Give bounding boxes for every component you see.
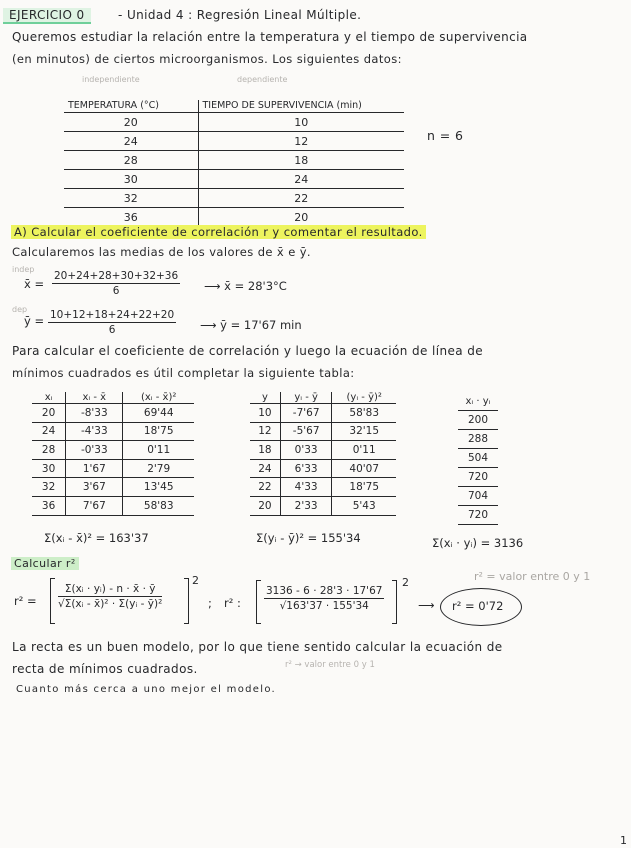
r2-arrow: ⟶ <box>418 598 435 612</box>
xbar-note: indep <box>12 265 35 274</box>
page-title: - Unidad 4 : Regresión Lineal Múltiple. <box>118 8 362 22</box>
table-row: 28 -0'33 0'11 <box>32 441 194 460</box>
xbar-lhs: x̄ = <box>24 277 45 291</box>
x-sum: Σ(xᵢ - x̄)² = 163'37 <box>44 531 149 545</box>
r2-result: r² = 0'72 <box>452 599 504 613</box>
independent-note: independiente <box>82 75 140 84</box>
table-row: 36 20 <box>64 208 404 227</box>
col-temperature-header: TEMPERATURA (°C) <box>64 100 198 113</box>
right-bracket <box>392 580 397 624</box>
exercise-label: EJERCICIO 0 <box>3 8 91 24</box>
table-row: 24 -4'33 18'75 <box>32 422 194 441</box>
means-intro: Calcularemos las medias de los valores de x̄ e ȳ. <box>12 245 311 259</box>
list-item: 720 <box>458 506 498 525</box>
table-row: 20 -8'33 69'44 <box>32 404 194 423</box>
conclusion-line-3: Cuanto más cerca a uno mejor el modelo. <box>16 684 277 695</box>
r2-numeric-denominator: √163'37 · 155'34 <box>279 600 369 612</box>
list-item: 504 <box>458 449 498 468</box>
intro-line-1: Queremos estudiar la relación entre la temperatura y el tiempo de supervivencia <box>12 30 528 44</box>
table-row: 20 10 <box>64 113 404 132</box>
table-row: 24 12 <box>64 132 404 151</box>
x-deviation-table: xᵢ xᵢ - x̄ (xᵢ - x̄)² 20 -8'33 69'44 24 -4'33 18'75 28 -0'33 0'11 30 1'67 2'79 32 3'67 13'45 36 7'67 58'83 <box>32 392 194 516</box>
r2-numeric-numerator: 3136 - 6 · 28'3 · 17'67 <box>266 585 383 597</box>
list-item: 200 <box>458 411 498 430</box>
paragraph-line-1: Para calcular el coeficiente de correlación y luego la ecuación de línea de <box>12 344 484 358</box>
xbar-fraction <box>52 270 180 297</box>
table-row: 30 24 <box>64 170 404 189</box>
list-item: 720 <box>458 468 498 487</box>
table-row: 32 3'67 13'45 <box>32 478 194 497</box>
left-bracket <box>256 580 261 624</box>
conclusion-note: r² → valor entre 0 y 1 <box>285 660 375 670</box>
xy-sum: Σ(xᵢ · yᵢ) = 3136 <box>432 536 524 550</box>
r2-label: Calcular r² <box>11 557 79 570</box>
xy-product-column <box>458 392 498 525</box>
conclusion-line-2: recta de mínimos cuadrados. <box>12 662 198 676</box>
r2-power-numeric: 2 <box>402 576 409 589</box>
y-deviation-table: y yᵢ - ȳ (yᵢ - ȳ)² 10 -7'67 58'83 12 -5'67 32'15 18 0'33 0'11 24 6'33 40'07 22 4'33 18'75 20 2'33 5'43 <box>250 392 396 516</box>
list-item: 288 <box>458 430 498 449</box>
col-time-header: TIEMPO DE SUPERVIVENCIA (min) <box>198 100 404 113</box>
r2-power: 2 <box>192 574 199 587</box>
table-row: 12 -5'67 32'15 <box>250 422 396 441</box>
page-number: 1 <box>620 834 627 847</box>
list-item: 704 <box>458 487 498 506</box>
ybar-note: dep <box>12 305 28 314</box>
table-row: 32 22 <box>64 189 404 208</box>
intro-line-2: (en minutos) de ciertos microorganismos. Los siguientes datos: <box>12 52 402 66</box>
ybar-fraction <box>48 309 176 336</box>
table-row: 30 1'67 2'79 <box>32 459 194 478</box>
ybar-numerator: 10+12+18+24+22+20 <box>50 309 175 321</box>
r2-numeric-fraction <box>264 585 384 612</box>
paragraph-line-2: mínimos cuadrados es útil completar la siguiente tabla: <box>12 366 355 380</box>
xbar-result: ⟶ x̄ = 28'3°C <box>204 279 287 293</box>
table-row: 28 18 <box>64 151 404 170</box>
dependent-note: dependiente <box>237 75 288 84</box>
table-row: 20 2'33 5'43 <box>250 496 396 515</box>
r2-general-numerator: Σ(xᵢ · yᵢ) - n · x̄ · ȳ <box>58 583 162 597</box>
r2-lhs: r² = <box>14 594 37 608</box>
table-row: 36 7'67 58'83 <box>32 496 194 515</box>
right-bracket <box>184 578 189 624</box>
conclusion-line-1: La recta es un buen modelo, por lo que tiene sentido calcular la ecuación de <box>12 640 503 654</box>
r2-separator: ; <box>208 596 212 610</box>
table-row: 18 0'33 0'11 <box>250 441 396 460</box>
table-row: 24 6'33 40'07 <box>250 459 396 478</box>
xbar-denominator: 6 <box>112 285 120 297</box>
r2-lhs-numeric: r² : <box>224 596 241 610</box>
sample-size: n = 6 <box>427 128 464 143</box>
xbar-numerator: 20+24+28+30+32+36 <box>54 270 179 282</box>
table-row: 22 4'33 18'75 <box>250 478 396 497</box>
xy-header: xᵢ · yᵢ <box>458 392 498 411</box>
ybar-denominator: 6 <box>108 324 116 336</box>
data-table <box>64 100 404 227</box>
r2-general-denominator: √Σ(xᵢ - x̄)² · Σ(yᵢ - ȳ)² <box>58 598 163 610</box>
ybar-result: ⟶ ȳ = 17'67 min <box>200 318 302 332</box>
y-sum: Σ(yᵢ - ȳ)² = 155'34 <box>256 531 361 545</box>
left-bracket <box>50 578 55 624</box>
section-a-heading: A) Calcular el coeficiente de correlación r y comentar el resultado. <box>11 225 426 239</box>
table-row: 10 -7'67 58'83 <box>250 404 396 423</box>
r2-general-fraction <box>58 583 162 610</box>
ybar-lhs: ȳ = <box>24 314 45 328</box>
r2-side-note: r² = valor entre 0 y 1 <box>474 570 591 583</box>
